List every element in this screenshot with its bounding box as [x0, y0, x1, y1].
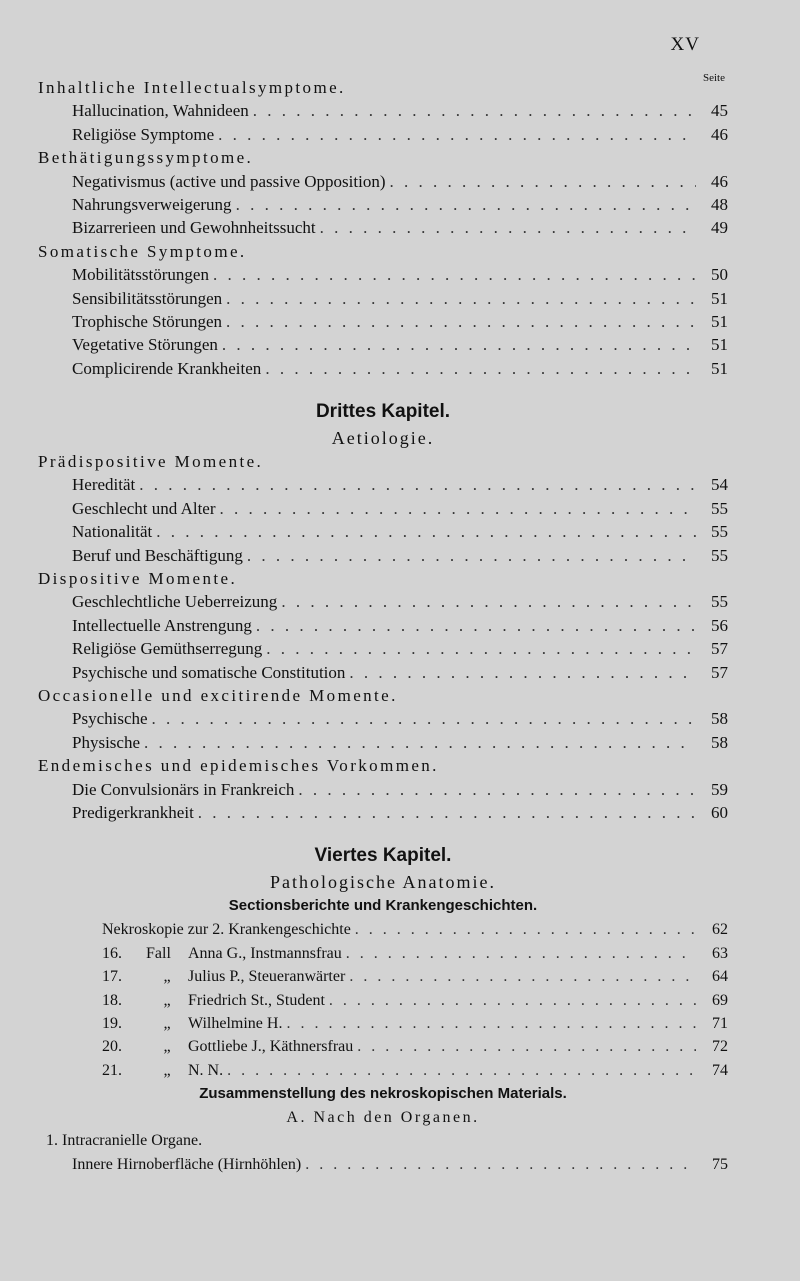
toc-entry: Hallucination, Wahnideen . . . 45	[38, 99, 728, 122]
toc-entry: Vegetative Störungen . . . 51	[38, 333, 728, 356]
section-heading: Dispositive Momente.	[38, 569, 238, 589]
summary-item: 1. Intracranielle Organe.	[46, 1132, 203, 1150]
toc-entry: Innere Hirnoberfläche (Hirnhöhlen) . . . 75	[38, 1153, 728, 1176]
toc-entry: Psychische und somatische Constitution . . . 57	[38, 661, 728, 684]
chapter-title: Drittes Kapitel.	[315, 401, 451, 423]
toc-entry: Geschlecht und Alter . . . 55	[38, 497, 728, 520]
case-entry: 21. „ N. N. . . . 74	[38, 1059, 728, 1082]
toc-entry: Die Convulsionärs in Frankreich . . . 59	[38, 778, 728, 801]
toc-entry: Bizarrerieen und Gewohnheitssucht . . . 49	[38, 216, 728, 239]
toc-entry: Nationalität . . . 55	[38, 520, 728, 543]
toc-entry: Geschlechtliche Ueberreizung . . . 55	[38, 590, 728, 613]
summary-subtitle: A. Nach den Organen.	[286, 1109, 480, 1127]
toc-entry: Beruf und Beschäftigung . . . 55	[38, 544, 728, 567]
toc-entry: Predigerkrankheit . . . 60	[38, 801, 728, 824]
section-heading: Occasionelle und excitirende Momente.	[38, 685, 398, 705]
chapter-subheading: Sectionsberichte und Krankengeschichten.	[228, 897, 538, 915]
toc-entry: Negativismus (active und passive Opposition) . . . 46	[38, 170, 728, 193]
case-entry: 20. „ Gottliebe J., Käthnersfrau . . . 72	[38, 1035, 728, 1058]
section-heading: Bethätigungssymptome.	[38, 148, 254, 168]
toc-entry: Mobilitätsstörungen . . . 50	[38, 263, 728, 286]
toc-entry: Intellectuelle Anstrengung . . . 56	[38, 614, 728, 637]
toc-entry: Psychische . . . 58	[38, 707, 728, 730]
case-entry: 17. „ Julius P., Steueranwärter . . . 64	[38, 965, 728, 988]
section-heading: Somatische Symptome.	[38, 241, 247, 261]
chapter-subtitle: Aetiologie.	[331, 428, 435, 449]
toc-entry: Nahrungsverweigerung . . . 48	[38, 193, 728, 216]
toc-entry: Complicirende Krankheiten . . . 51	[38, 357, 728, 380]
section-heading: Inhaltliche Intellectualsymptome.	[38, 78, 346, 97]
case-entry: 19. „ Wilhelmine H. . . . 71	[38, 1012, 728, 1035]
case-entry: 16. Fall Anna G., Instmannsfrau . . . 63	[38, 942, 728, 965]
section-heading: Prädispositive Momente.	[38, 452, 264, 472]
case-entry: 18. „ Friedrich St., Student . . . 69	[38, 989, 728, 1012]
seite-label: Seite	[703, 72, 725, 84]
toc-entry: Sensibilitätsstörungen . . . 51	[38, 287, 728, 310]
section-heading: Endemisches und epidemisches Vorkommen.	[38, 756, 439, 776]
toc-entry: Nekroskopie zur 2. Krankengeschichte . . . 62	[38, 918, 728, 941]
summary-title: Zusammenstellung des nekroskopischen Materials.	[199, 1085, 567, 1103]
table-of-contents	[38, 76, 728, 1176]
toc-entry: Physische . . . 58	[38, 731, 728, 754]
page-number: XV	[670, 34, 700, 55]
chapter-subtitle: Pathologische Anatomie.	[270, 872, 496, 893]
toc-entry: Religiöse Gemüthserregung . . . 57	[38, 637, 728, 660]
toc-entry: Religiöse Symptome . . . 46	[38, 123, 728, 146]
toc-entry: Heredität . . . 54	[38, 473, 728, 496]
toc-entry: Trophische Störungen . . . 51	[38, 310, 728, 333]
chapter-title: Viertes Kapitel.	[314, 845, 452, 867]
